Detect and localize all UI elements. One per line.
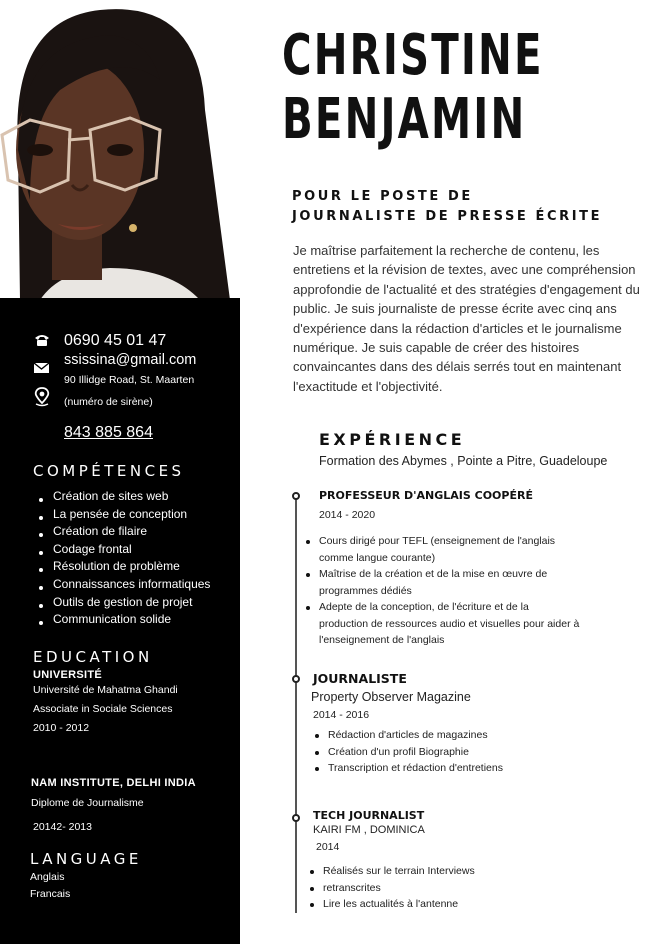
job-dates: 2014 - 2016: [313, 709, 370, 721]
language-item: Francais: [30, 888, 71, 900]
language-item: Anglais: [30, 871, 65, 883]
summary-text: Je maîtrise parfaitement la recherche de contenu, les entretiens et la révision de textes, avec une compréhension approfondie de l'actualité et des stratégies d'engagement du public. Je suis journaliste de presse écrite avec cinq ans d'expérience dans la rédaction d'articles et le journalisme numérique. Je suis capable de créer des histoires convaincantes dans des délais serrés tout en maintenant l'exactitude et l'objectivité.: [293, 243, 640, 394]
skill-item: Communication solide: [36, 611, 210, 629]
sidebar: [0, 298, 240, 944]
education-school: NAM INSTITUTE, DELHI INDIA: [31, 777, 196, 789]
skill-item: La pensée de conception: [36, 506, 210, 524]
skill-item: Création de sites web: [36, 488, 210, 506]
job-bullets: [319, 533, 579, 649]
job-bullet: Maîtrise de la création et de la mise en œuvre de programmes dédiés: [319, 566, 579, 599]
experience-subtitle: Formation des Abymes , Pointe a Pitre, Guadeloupe: [319, 454, 608, 468]
education-degree: Diplome de Journalisme: [31, 797, 144, 809]
job-bullet: Lire les actualités à l'antenne: [323, 896, 475, 913]
timeline-dot: [292, 492, 300, 500]
job-org: KAIRI FM , DOMINICA: [313, 824, 425, 836]
job-org: Property Observer Magazine: [311, 690, 471, 704]
mail-icon: [33, 360, 51, 376]
job-title: TECH JOURNALIST: [313, 809, 425, 822]
education-years: 20142- 2013: [33, 821, 92, 833]
timeline-line: [295, 495, 297, 913]
job-bullet: Transcription et rédaction d'entretiens: [328, 760, 503, 777]
job-title: JOURNALISTE: [313, 671, 407, 686]
job-dates: 2014: [316, 841, 340, 853]
timeline-dot: [292, 675, 300, 683]
job-bullet: Adepte de la conception, de l'écriture et de la production de ressources audio et visuelles pour aider à l'enseignement de l'anglais: [319, 599, 579, 649]
job-title: PROFESSEUR D'ANGLAIS COOPÉRÉ: [319, 489, 533, 502]
contact-address: 90 Illidge Road, St. Maarten: [64, 374, 195, 386]
skill-item: Création de filaire: [36, 523, 210, 541]
skills-heading: COMPÉTENCES: [33, 462, 185, 480]
education-heading: EDUCATION: [33, 648, 153, 666]
experience-heading: EXPÉRIENCE: [319, 430, 466, 449]
skill-item: Résolution de problème: [36, 558, 210, 576]
name-first: CHRISTINE: [282, 23, 544, 88]
education-name: Université de Mahatma Ghandi: [33, 684, 178, 696]
position-line2: JOURNALISTE DE PRESSE ÉCRITE: [292, 209, 603, 224]
location-pin-icon: [33, 387, 51, 407]
job-bullet: Rédaction d'articles de magazines: [328, 727, 503, 744]
contact-siren-note: (numéro de sirène): [64, 396, 153, 408]
skill-item: Codage frontal: [36, 541, 210, 559]
skill-item: Connaissances informatiques: [36, 576, 210, 594]
job-bullet: Cours dirigé pour TEFL (enseignement de l'anglais comme langue courante): [319, 533, 579, 566]
job-bullets: [328, 727, 503, 777]
language-heading: LANGUAGE: [30, 850, 142, 868]
job-dates: 2014 - 2020: [319, 509, 376, 521]
education-years: 2010 - 2012: [33, 722, 90, 734]
education-school: UNIVERSITÉ: [33, 669, 103, 681]
contact-phone[interactable]: 0690 45 01 47: [64, 332, 167, 349]
name-last: BENJAMIN: [282, 87, 527, 152]
contact-siren: 843 885 864: [64, 424, 153, 441]
skill-item: Outils de gestion de projet: [36, 594, 210, 612]
education-degree: Associate in Sociale Sciences: [33, 703, 173, 715]
phone-icon: [33, 332, 51, 348]
job-bullets: [323, 863, 475, 913]
job-bullet: Réalisés sur le terrain Interviews: [323, 863, 475, 880]
job-bullet: Création d'un profil Biographie: [328, 744, 503, 761]
position-line1: POUR LE POSTE DE: [292, 189, 473, 204]
profile-photo: [0, 0, 240, 300]
timeline-dot: [292, 814, 300, 822]
skills-list: [36, 488, 210, 629]
job-bullet: retranscrites: [323, 880, 475, 897]
contact-email[interactable]: ssissina@gmail.com: [64, 352, 197, 368]
